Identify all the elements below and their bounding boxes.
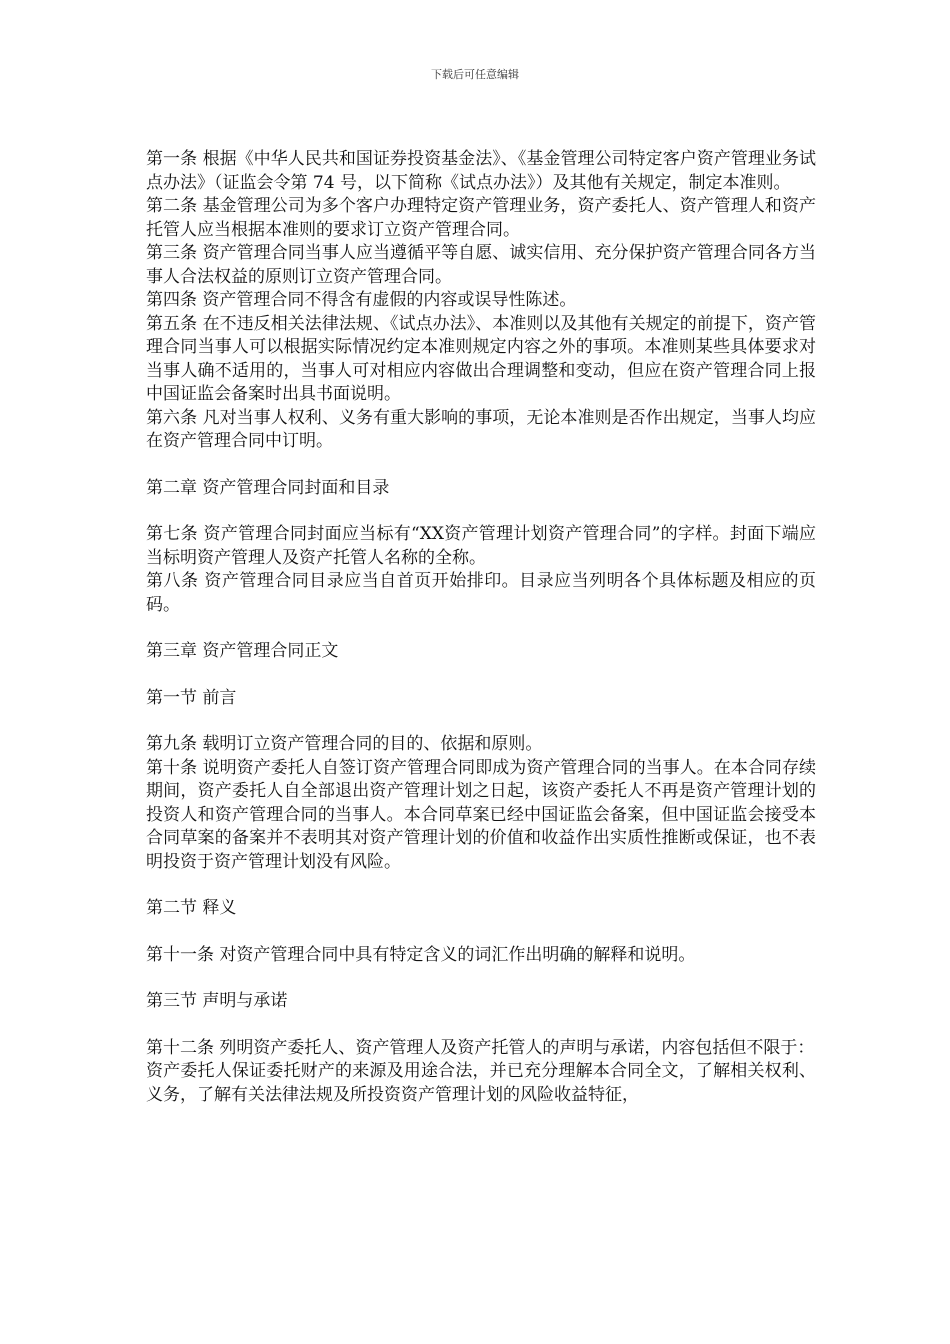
article-7: 第七条 资产管理合同封面应当标有“XX资产管理计划资产管理合同”的字样。封面下端应当标明资产管理人及资产托管人名称的全称。 — [146, 524, 816, 568]
article-8: 第八条 资产管理合同目录应当自首页开始排印。目录应当列明各个具体标题及相应的页码。 — [146, 571, 816, 615]
section-2-heading: 第二节 释义 — [146, 898, 237, 918]
article-10: 第十条 说明资产委托人自签订资产管理合同即成为资产管理合同的当事人。在本合同存续期间，资产委托人自全部退出资产管理计划之日起，该资产委托人不再是资产管理计划的投资人和资产管理合同的当事人。本合同草案已经中国证监会备案，但中国证监会接受本合同草案的备案并不表明其对资产管理计划的价值和收益作出实质性推断或保证，也不表明投资于资产管理计划没有风险。 — [146, 757, 816, 872]
article-2: 第二条 基金管理公司为多个客户办理特定资产管理业务，资产委托人、资产管理人和资产托管人应当根据本准则的要求订立资产管理合同。 — [146, 196, 816, 240]
article-12: 第十二条 列明资产委托人、资产管理人及资产托管人的声明与承诺，内容包括但不限于： — [146, 1037, 815, 1058]
commitment-paragraph: 资产委托人保证委托财产的来源及用途合法，并已充分理解本合同全文，了解相关权利、义务，了解有关法律法规及所投资资产管理计划的风险收益特征， — [146, 1061, 816, 1105]
document-body — [146, 148, 816, 1107]
article-9: 第九条 载明订立资产管理合同的目的、依据和原则。 — [146, 734, 543, 754]
article-11: 第十一条 对资产管理合同中具有特定含义的词汇作出明确的解释和说明。 — [146, 944, 696, 965]
chapter-2-heading: 第二章 资产管理合同封面和目录 — [146, 477, 390, 498]
article-3: 第三条 资产管理合同当事人应当遵循平等自愿、诚实信用、充分保护资产管理合同各方当事人合法权益的原则订立资产管理合同。 — [146, 243, 816, 287]
article-1: 第一条 根据《中华人民共和国证券投资基金法》、《基金管理公司特定客户资产管理业务试点办法》（证监会令第 74 号，以下简称《试点办法》）及其他有关规定，制定本准则。 — [146, 149, 816, 193]
section-1-heading: 第一节 前言 — [146, 687, 237, 708]
article-4: 第四条 资产管理合同不得含有虚假的内容或误导性陈述。 — [146, 290, 577, 310]
section-3-heading: 第三节 声明与承诺 — [146, 991, 288, 1011]
article-5: 第五条 在不违反相关法律法规、《试点办法》、本准则以及其他有关规定的前提下，资产管理合同当事人可以根据实际情况约定本准则规定内容之外的事项。本准则某些具体要求对当事人确不适用的，当事人可对相应内容做出合理调整和变动，但应在资产管理合同上报中国证监会备案时出具书面说明。 — [146, 313, 816, 404]
header-note: 下载后可任意编辑 — [431, 68, 519, 81]
article-6: 第六条 凡对当事人权利、义务有重大影响的事项，无论本准则是否作出规定，当事人均应在资产管理合同中订明。 — [146, 407, 816, 451]
chapter-3-heading: 第三章 资产管理合同正文 — [146, 641, 339, 661]
